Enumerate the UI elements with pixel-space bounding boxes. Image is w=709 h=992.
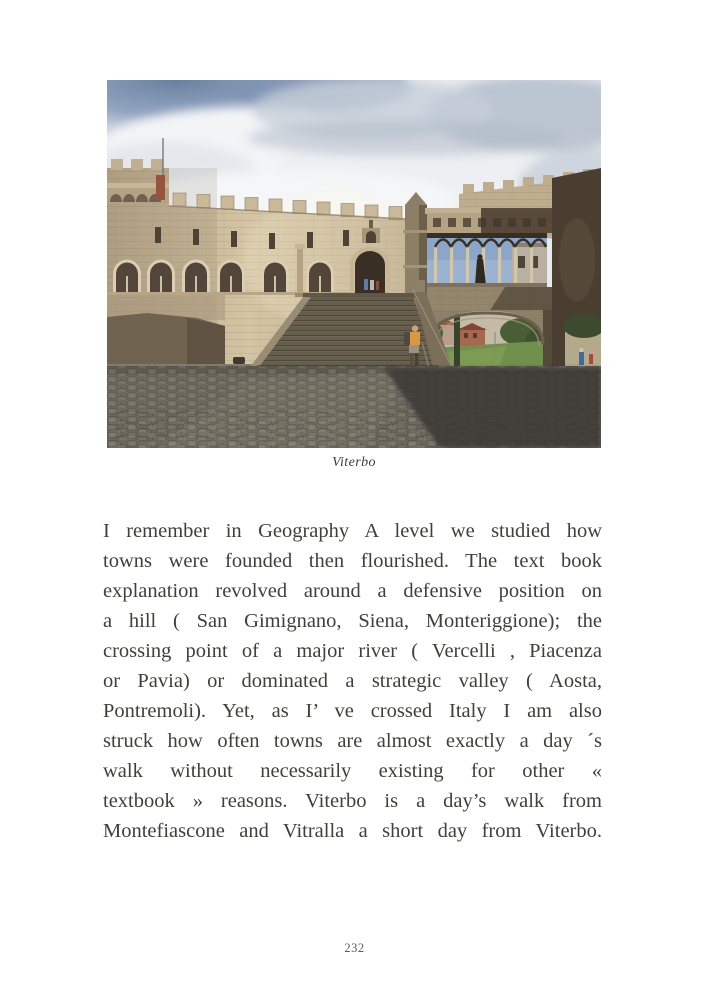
- paragraph-line: textbook » reasons. Viterbo is a day’s walk from: [103, 790, 602, 812]
- paragraph-line: walk without necessarily existing for other «: [103, 760, 602, 782]
- cobbled-square: [107, 366, 601, 448]
- paragraph-line: towns were founded then flourished. The text book: [103, 550, 602, 572]
- page-number: 232: [344, 941, 365, 955]
- paragraph-line: I remember in Geography A level we studied how: [103, 520, 602, 542]
- paragraph: [103, 516, 602, 846]
- chimney: [156, 175, 165, 200]
- paragraph-line: explanation revolved around a defensive position on: [103, 580, 602, 602]
- tiny-figure-red: [589, 354, 593, 364]
- viterbo-photo: [107, 80, 601, 448]
- paragraph-line: crossing point of a major river ( Vercelli , Piacenza: [103, 640, 602, 662]
- paragraph-line: or Pavia) or dominated a strategic valley ( Aosta,: [103, 670, 602, 692]
- figure-caption: Viterbo: [332, 455, 376, 470]
- tiny-figure-blue: [579, 352, 584, 365]
- paragraph-line: struck how often towns are almost exactly a day ´s: [103, 730, 602, 752]
- paragraph-line: Montefiascone and Vitralla a short day from Viterbo.: [103, 820, 602, 842]
- paragraph-line: Pontremoli). Yet, as I’ ve crossed Italy I am also: [103, 700, 602, 722]
- portal-doorway: [352, 249, 388, 293]
- gothic-loggia: [425, 208, 554, 287]
- viterbo-photo-illustration: [107, 80, 601, 448]
- paragraph-line: a hill ( San Gimignano, Siena, Monteriggione); the: [103, 610, 602, 632]
